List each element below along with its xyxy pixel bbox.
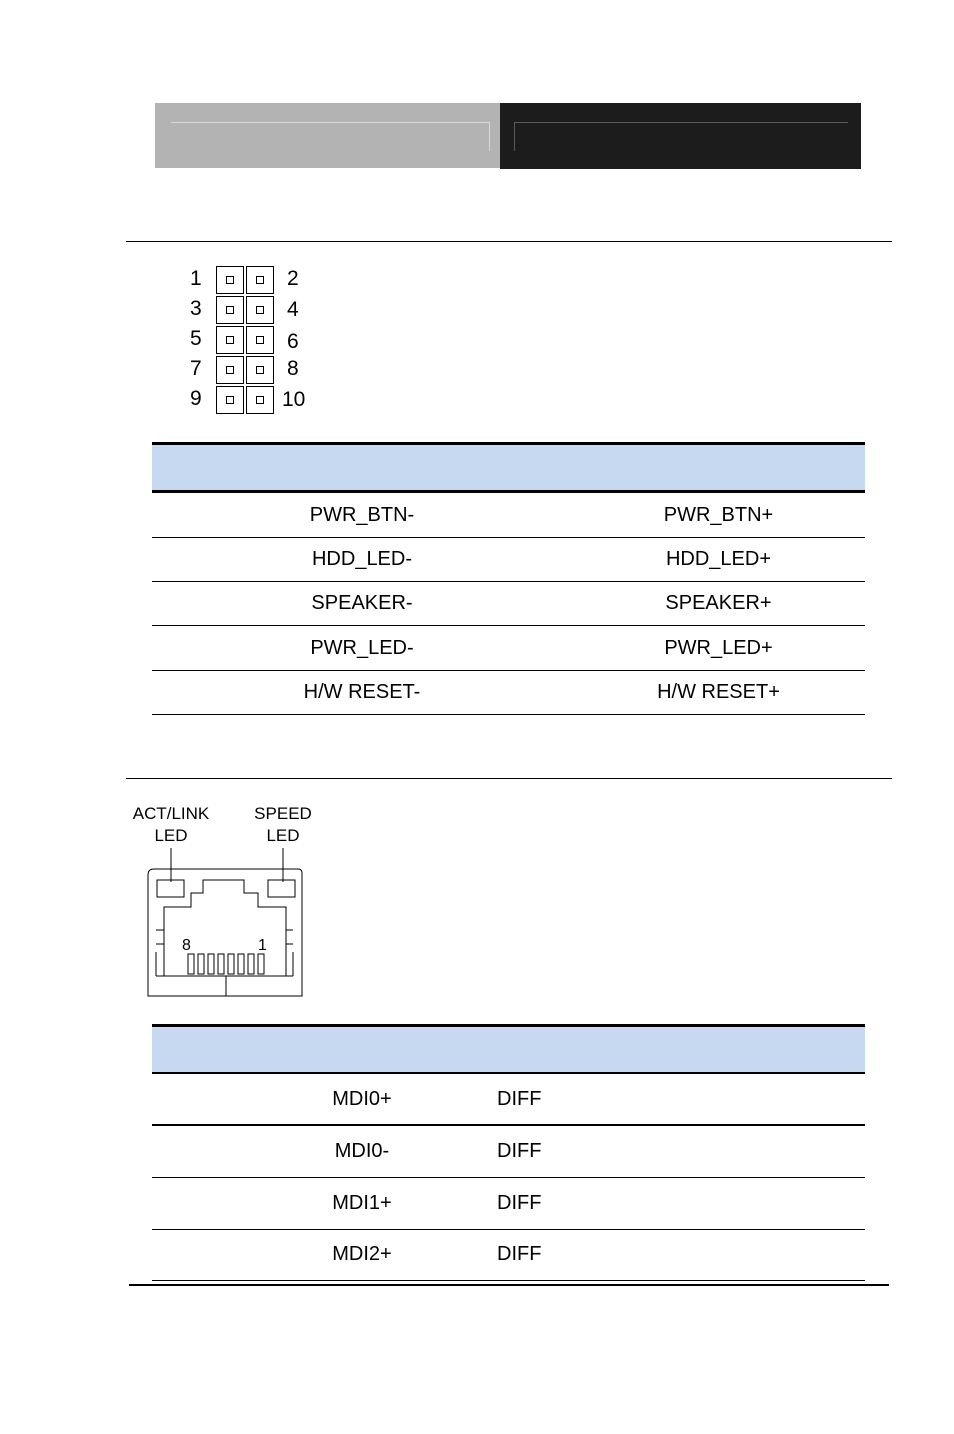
pin-pad [216,356,244,384]
led-label-line: SPEED [254,804,312,823]
table-row [152,582,865,626]
lan-pin-table [152,1024,865,1281]
signal-cell: SPEAKER- [311,592,413,614]
pin-pad [246,356,274,384]
table-header-row [152,444,865,492]
pin-number: 7 [190,357,202,380]
signal-cell: PWR_LED+ [664,636,773,659]
pin-number: 8 [287,357,299,380]
pin-number: 1 [190,267,202,290]
pin-number: 4 [287,298,299,321]
pin-number: 2 [287,267,299,290]
table-row [152,492,865,538]
pin-number: 3 [190,297,202,320]
type-cell: DIFF [497,1191,542,1214]
signal-cell: PWR_BTN+ [663,503,774,526]
table-row [152,1229,865,1280]
signal-cell: MDI1+ [332,1191,392,1214]
pin-pad [216,296,244,324]
table-row [152,626,865,671]
pin-pad [246,266,274,294]
rj45-pin-label: 1 [258,937,267,954]
rj45-pin-label: 8 [182,937,191,954]
signal-cell: MDI0+ [332,1087,392,1110]
speed-led [268,880,295,897]
header-banner-right [500,103,861,169]
signal-cell: SPEAKER+ [665,592,772,614]
table-row [152,1125,865,1177]
section-divider [126,778,892,779]
pin-number: 5 [190,327,202,350]
type-cell: DIFF [497,1243,542,1265]
pin-pad [216,386,244,414]
table-row [152,671,865,715]
type-cell: DIFF [497,1139,542,1162]
signal-cell: MDI0- [334,1139,390,1162]
header-banner-left [155,103,500,168]
table-row [152,538,865,582]
header-pin-table [152,442,865,715]
led-label-line: LED [266,826,300,845]
pin-pad [246,326,274,354]
rj45-contacts [188,954,264,974]
pin-pad [246,296,274,324]
table-header-row [152,1026,865,1074]
section-divider [126,241,892,242]
pin-pad [216,326,244,354]
signal-cell: HDD_LED+ [665,548,772,570]
signal-cell: H/W RESET- [303,681,421,703]
led-label-line: ACT/LINK [132,804,210,823]
pin-number: 10 [282,388,306,411]
pin-pad [246,386,274,414]
led-label-line: LED [154,826,188,845]
table-row [152,1177,865,1229]
pin-number: 9 [190,387,202,410]
act-link-led [157,880,184,897]
pin-number: 6 [287,330,299,353]
signal-cell: PWR_LED- [310,636,414,659]
type-cell: DIFF [497,1087,542,1110]
table-row [152,1073,865,1125]
rj45-connector-diagram [120,840,320,1010]
signal-cell: HDD_LED- [311,548,413,570]
page-bottom-rule [129,1284,889,1286]
signal-cell: MDI2+ [332,1243,392,1265]
signal-cell: PWR_BTN- [309,503,415,526]
pin-pad [216,266,244,294]
signal-cell: H/W RESET+ [657,681,780,703]
